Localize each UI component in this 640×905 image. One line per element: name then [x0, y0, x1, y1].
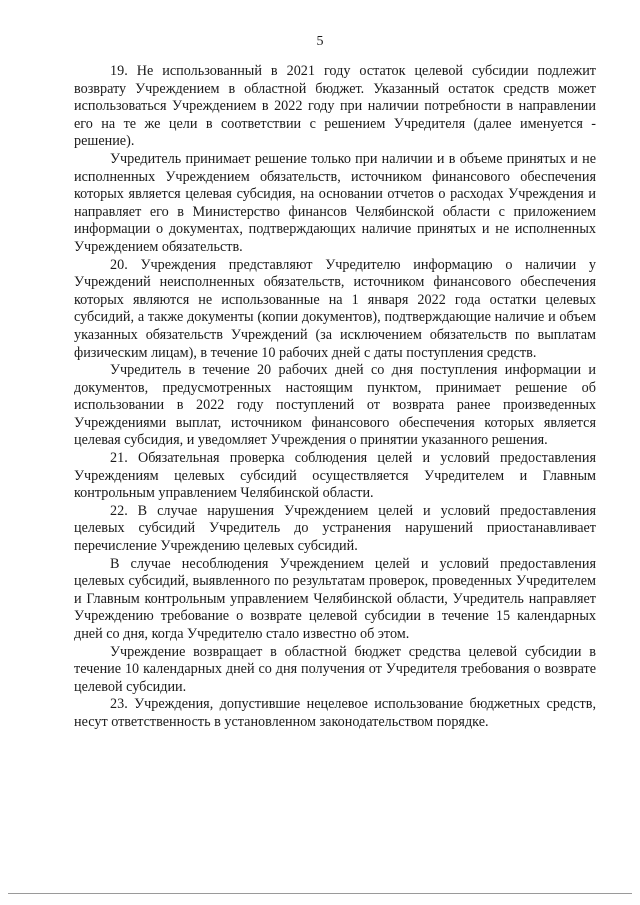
- paragraph-22-violation: В случае несоблюдения Учреждением целей и условий предоставления целевых субсидий, выявленного по результатам проверок, проведенных Учредителем и Главным контрольным управлением Челябинской области, Учредитель направляет Учреждению требование о возврате целевой субсидии в течение 15 календарных дней со дня, когда Учредителю стало известно об этом.: [74, 555, 596, 642]
- paragraph-19-decision: Учредитель принимает решение только при наличии и в объеме принятых и не исполненных Учреждением обязательств, источником финансового обеспечения которых является целевая субсидия, на основании отчетов о расходах Учреждения и направляет его в Министерство финансов Челябинской области с приложением информации о документах, подтверждающих наличие принятых и не исполненных Учреждением обязательств.: [74, 150, 596, 255]
- paragraph-22-return: Учреждение возвращает в областной бюджет средства целевой субсидии в течение 10 календарных дней со дня получения от Учредителя требования о возврате целевой субсидии.: [74, 643, 596, 695]
- paragraph-19: 19. Не использованный в 2021 году остаток целевой субсидии подлежит возврату Учреждением в областной бюджет. Указанный остаток средств может использоваться Учреждением в 2022 году при наличии потребности в направлении его на те же цели в соответствии с решением Учредителя (далее именуется - решение).: [74, 63, 596, 150]
- page-number: 5: [316, 34, 324, 49]
- document-body: [74, 63, 596, 732]
- bottom-divider: [8, 893, 632, 894]
- paragraph-23: 23. Учреждения, допустившие нецелевое использование бюджетных средств, несут ответственность в установленном законодательством порядке.: [74, 696, 596, 730]
- paragraph-22: 22. В случае нарушения Учреждением целей и условий предоставления целевых субсидий Учредитель до устранения нарушений приостанавливает перечисление Учреждению целевых субсидий.: [74, 502, 596, 555]
- paragraph-21: 21. Обязательная проверка соблюдения целей и условий предоставления Учреждениям целевых субсидий осуществляется Учредителем и Главным контрольным управлением Челябинской области.: [74, 450, 596, 502]
- paragraph-20-decision: Учредитель в течение 20 рабочих дней со дня поступления информации и документов, предусмотренных настоящим пунктом, принимает решение об использовании в 2022 году поступлений от возврата ранее произведенных Учреждениями выплат, источником финансового обеспечения которых является целевая субсидия, и уведомляет Учреждения о принятии указанного решения.: [74, 362, 596, 449]
- paragraph-20: 20. Учреждения представляют Учредителю информацию о наличии у Учреждений неисполненных обязательств, источником финансового обеспечения которых являются не использованные на 1 января 2022 года остатки целевых субсидий, а также документы (копии документов), подтверждающие наличие и объем указанных обязательств Учреждений (за исключением обязательств по выплатам физическим лицам), в течение 10 рабочих дней с даты поступления средств.: [74, 256, 596, 361]
